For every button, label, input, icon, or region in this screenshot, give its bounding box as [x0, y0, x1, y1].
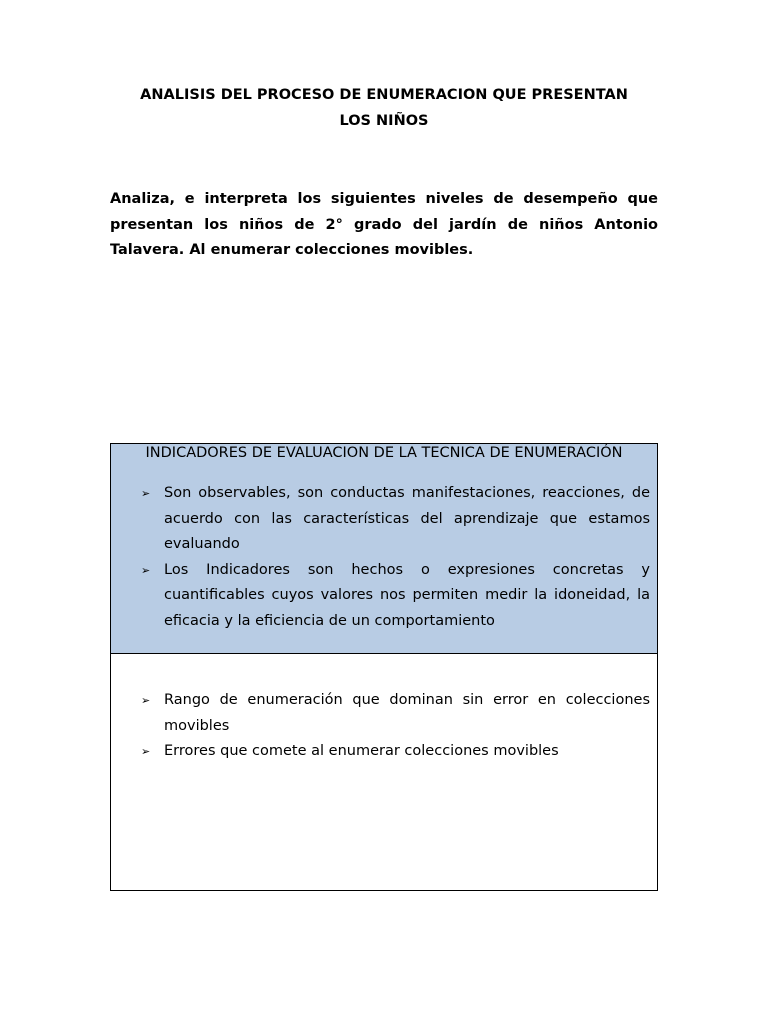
list-item — [141, 688, 650, 739]
list-item — [141, 481, 650, 558]
list-item-text: Son observables, son conductas manifestaciones, reacciones, de acuerdo con las características del aprendizaje que estamos evaluando — [164, 485, 650, 552]
indicators-header-title: INDICADORES DE EVALUACION DE LA TECNICA DE ENUMERACIÓN — [145, 445, 623, 461]
list-item-text: Los Indicadores son hechos o expresiones concretas y cuantificables cuyos valores nos permiten medir la idoneidad, la eficacia y la eficiencia de un comportamiento — [164, 561, 650, 629]
title-line-1: ANALISIS DEL PROCESO DE ENUMERACION QUE PRESENTAN — [140, 87, 628, 103]
arrow-bullet-icon: ➢ — [141, 487, 151, 500]
list-item-text: Rango de enumeración que dominan sin error en colecciones movibles — [164, 692, 650, 734]
intro-paragraph: Analiza, e interpreta los siguientes niveles de desempeño que presentan los niños de 2° grado del jardín de niños Antonio Talavera. Al enumerar colecciones movibles. — [110, 191, 658, 258]
document-title — [110, 82, 658, 134]
arrow-bullet-icon: ➢ — [141, 694, 151, 707]
title-line-2: LOS NIÑOS — [339, 113, 429, 129]
body-bullet-list — [141, 688, 650, 765]
list-item — [141, 558, 650, 635]
list-item-text: Errores que comete al enumerar colecciones movibles — [164, 743, 559, 759]
list-item — [141, 739, 650, 765]
indicators-table — [110, 443, 658, 891]
indicators-header-cell — [111, 444, 657, 654]
indicators-body-cell — [111, 654, 657, 890]
arrow-bullet-icon: ➢ — [141, 745, 151, 758]
arrow-bullet-icon: ➢ — [141, 563, 151, 577]
header-bullet-list — [141, 481, 650, 634]
